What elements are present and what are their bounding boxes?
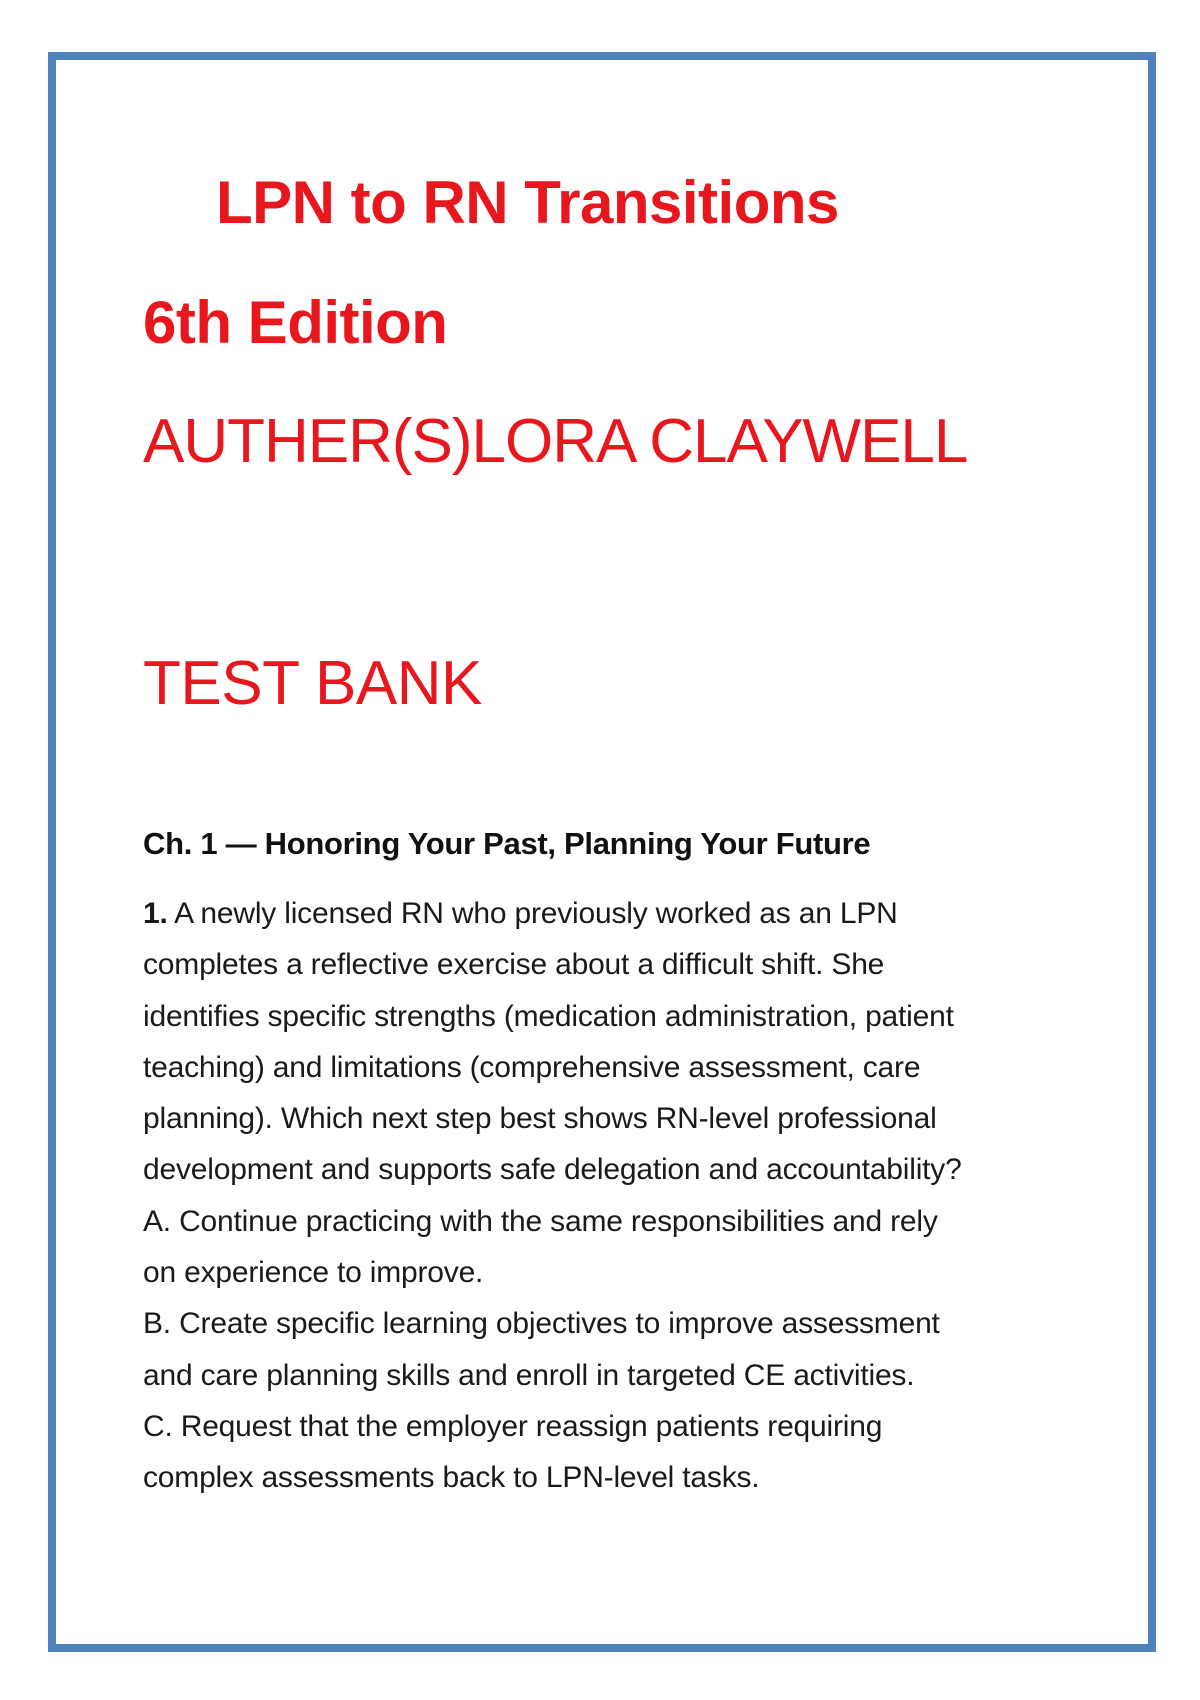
question-number: 1.	[143, 897, 168, 930]
test-bank-label: TEST BANK	[143, 649, 482, 718]
author-line: AUTHER(S)LORA CLAYWELL	[143, 407, 968, 476]
option-a-line: A. Continue practicing with the same responsibilities and rely	[143, 1204, 938, 1238]
option-a-line: on experience to improve.	[143, 1256, 484, 1290]
question-stem-line	[143, 888, 1083, 939]
option-b-line: and care planning skills and enroll in targeted CE activities.	[143, 1358, 915, 1392]
book-edition: 6th Edition	[143, 289, 448, 356]
question-stem-line: identifies specific strengths (medication administration, patient	[143, 999, 954, 1033]
question-stem-text: A newly licensed RN who previously worked as an LPN	[174, 897, 898, 930]
option-c-line: complex assessments back to LPN-level tasks.	[143, 1461, 760, 1495]
question-block	[143, 888, 1083, 1504]
book-title: LPN to RN Transitions	[216, 169, 839, 236]
question-stem-line: planning). Which next step best shows RN-level professional	[143, 1102, 937, 1136]
option-c-line: C. Request that the employer reassign patients requiring	[143, 1409, 883, 1443]
chapter-heading: Ch. 1 — Honoring Your Past, Planning Your Future	[143, 826, 871, 861]
question-stem-line: development and supports safe delegation and accountability?	[143, 1153, 962, 1187]
question-stem-line: completes a reflective exercise about a difficult shift. She	[143, 948, 885, 982]
question-stem-line: teaching) and limitations (comprehensive assessment, care	[143, 1050, 921, 1084]
option-b-line: B. Create specific learning objectives to improve assessment	[143, 1307, 940, 1341]
